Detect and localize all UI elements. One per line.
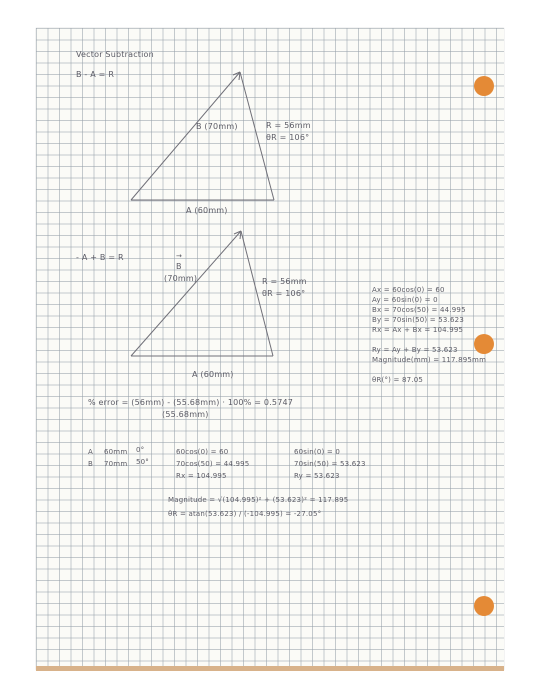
page-bottom-edge bbox=[36, 666, 504, 671]
component-line: By = 70sin(50) = 53.623 bbox=[372, 316, 464, 324]
error-denominator: (55.68mm) bbox=[162, 410, 209, 419]
triangle2-b-arrow: → bbox=[176, 252, 183, 260]
row-a-x: 60cos(0) = 60 bbox=[176, 448, 229, 456]
triangle2-b-mag: (70mm) bbox=[164, 274, 198, 283]
vector-b-line-1 bbox=[131, 72, 240, 200]
angle-line: θR = atan(53.623) / (-104.995) = -27.05° bbox=[168, 510, 322, 518]
graph-paper-page bbox=[36, 28, 504, 670]
heading: Vector Subtraction bbox=[76, 50, 154, 59]
row-b-name: B bbox=[88, 460, 94, 468]
component-line: Bx = 70cos(50) = 44.995 bbox=[372, 306, 466, 314]
row-a-y: 60sin(0) = 0 bbox=[294, 448, 341, 456]
triangle1-a-label: A (60mm) bbox=[186, 206, 228, 215]
equation-2: - A + B = R bbox=[76, 253, 124, 262]
triangle1-r-value: R = 56mm bbox=[266, 121, 311, 130]
rx-result: Rx = 104.995 bbox=[176, 472, 227, 480]
component-line: Ax = 60cos(0) = 60 bbox=[372, 286, 445, 294]
triangle1-b-label: B (70mm) bbox=[196, 122, 238, 131]
binder-hole-bottom bbox=[474, 596, 494, 616]
triangle2-r-value: R = 56mm bbox=[262, 277, 307, 286]
row-b-x: 70cos(50) = 44.995 bbox=[176, 460, 250, 468]
component-line: Rx = Ax + Bx = 104.995 bbox=[372, 326, 464, 334]
vector-b-line-2 bbox=[131, 231, 241, 356]
equation-1: B - A = R bbox=[76, 70, 115, 79]
error-numerator: % error = (56mm) - (55.68mm) · 100% = 0.5747 bbox=[88, 398, 294, 407]
triangle2-theta-r: θR = 106° bbox=[262, 289, 306, 298]
row-b-angle: 50° bbox=[136, 458, 150, 466]
binder-hole-middle bbox=[474, 334, 494, 354]
component-line: Ay = 60sin(0) = 0 bbox=[372, 296, 438, 304]
triangle1-theta-r: θR = 106° bbox=[266, 133, 310, 142]
component-line: Ry = Ay + By = 53.623 bbox=[372, 346, 458, 354]
row-a-name: A bbox=[88, 448, 93, 456]
triangle2-b-letter: B bbox=[176, 262, 182, 271]
triangle2-a-label: A (60mm) bbox=[192, 370, 234, 379]
component-line: θR(°) = 87.05 bbox=[372, 376, 424, 384]
binder-hole-top bbox=[474, 76, 494, 96]
component-line: Magnitude(mm) = 117.895mm bbox=[372, 356, 487, 364]
row-a-angle: 0° bbox=[136, 446, 145, 454]
row-b-y: 70sin(50) = 53.623 bbox=[294, 460, 366, 468]
row-a-mag: 60mm bbox=[104, 448, 128, 456]
row-b-mag: 70mm bbox=[104, 460, 128, 468]
ry-result: Ry = 53.623 bbox=[294, 472, 340, 480]
magnitude-line: Magnitude = √(104.995)² + (53.623)² = 117.895 bbox=[168, 496, 349, 504]
